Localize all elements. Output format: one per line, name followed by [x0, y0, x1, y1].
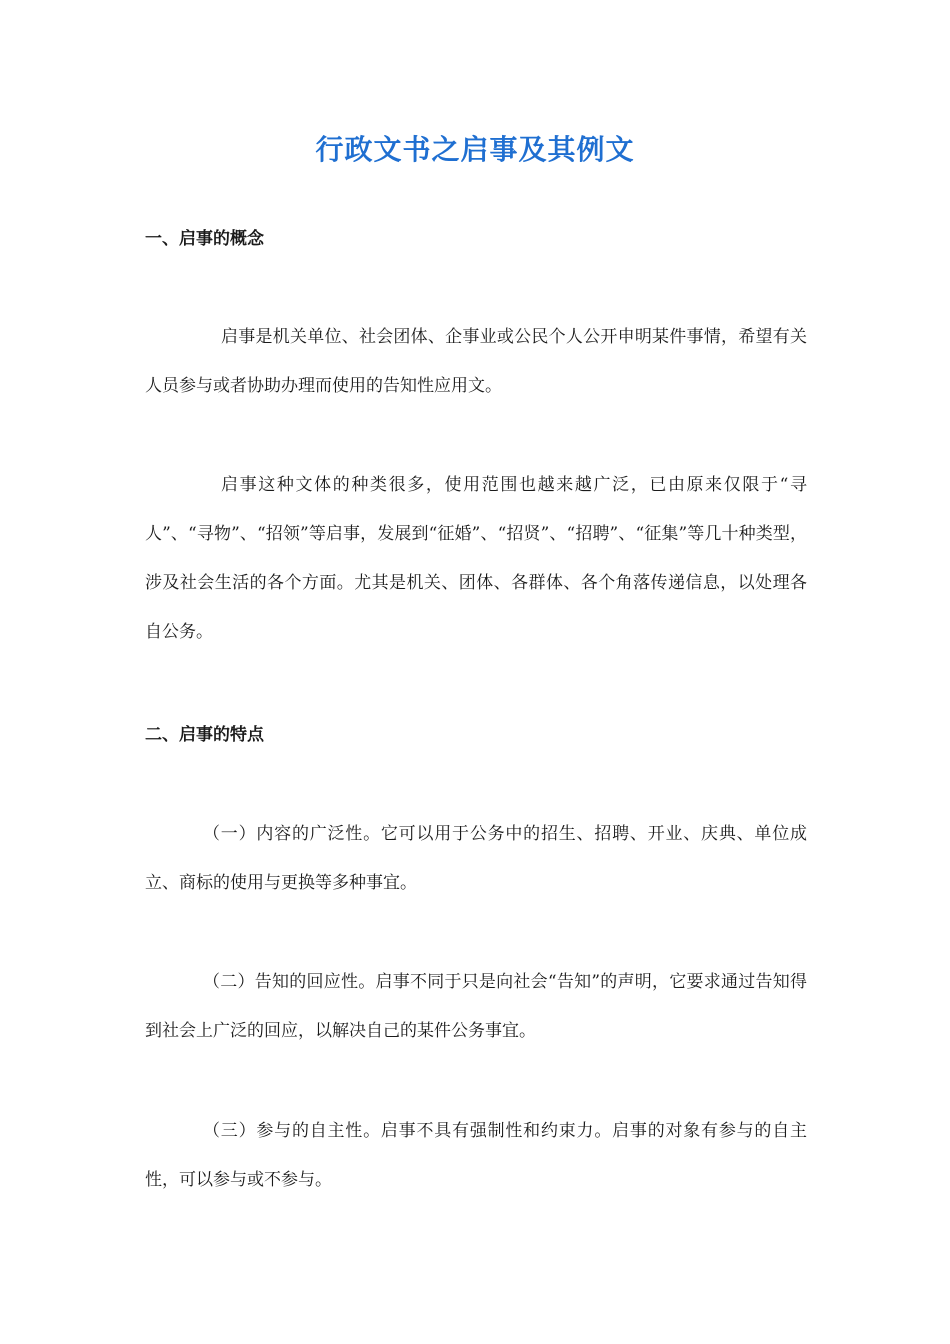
- paragraph-feature-voluntary: （三）参与的自主性。启事不具有强制性和约束力。启事的对象有参与的自主性，可以参与或不参与。: [145, 1121, 807, 1190]
- paragraph-concept-types: 启事这种文体的种类很多，使用范围也越来越广泛，已由原来仅限于“寻人”、“寻物”、“招领”等启事，发展到“征婚”、“招贤”、“招聘”、“征集”等几十种类型，涉及社会生活的各个方面。尤其是机关、团体、各群体、各个角落传递信息，以处理各自公务。: [145, 475, 807, 642]
- paragraph-concept-definition: 启事是机关单位、社会团体、企事业或公民个人公开申明某件事情，希望有关人员参与或者协助办理而使用的告知性应用文。: [145, 327, 807, 396]
- section-heading-concept: 一、启事的概念: [145, 229, 264, 249]
- section-heading-features: 二、启事的特点: [145, 725, 264, 745]
- paragraph-feature-response: （二）告知的回应性。启事不同于只是向社会“告知”的声明，它要求通过告知得到社会上广泛的回应，以解决自己的某件公务事宜。: [145, 972, 807, 1041]
- paragraph-feature-breadth: （一）内容的广泛性。它可以用于公务中的招生、招聘、开业、庆典、单位成立、商标的使用与更换等多种事宜。: [145, 824, 807, 893]
- document-title: 行政文书之启事及其例文: [315, 133, 635, 166]
